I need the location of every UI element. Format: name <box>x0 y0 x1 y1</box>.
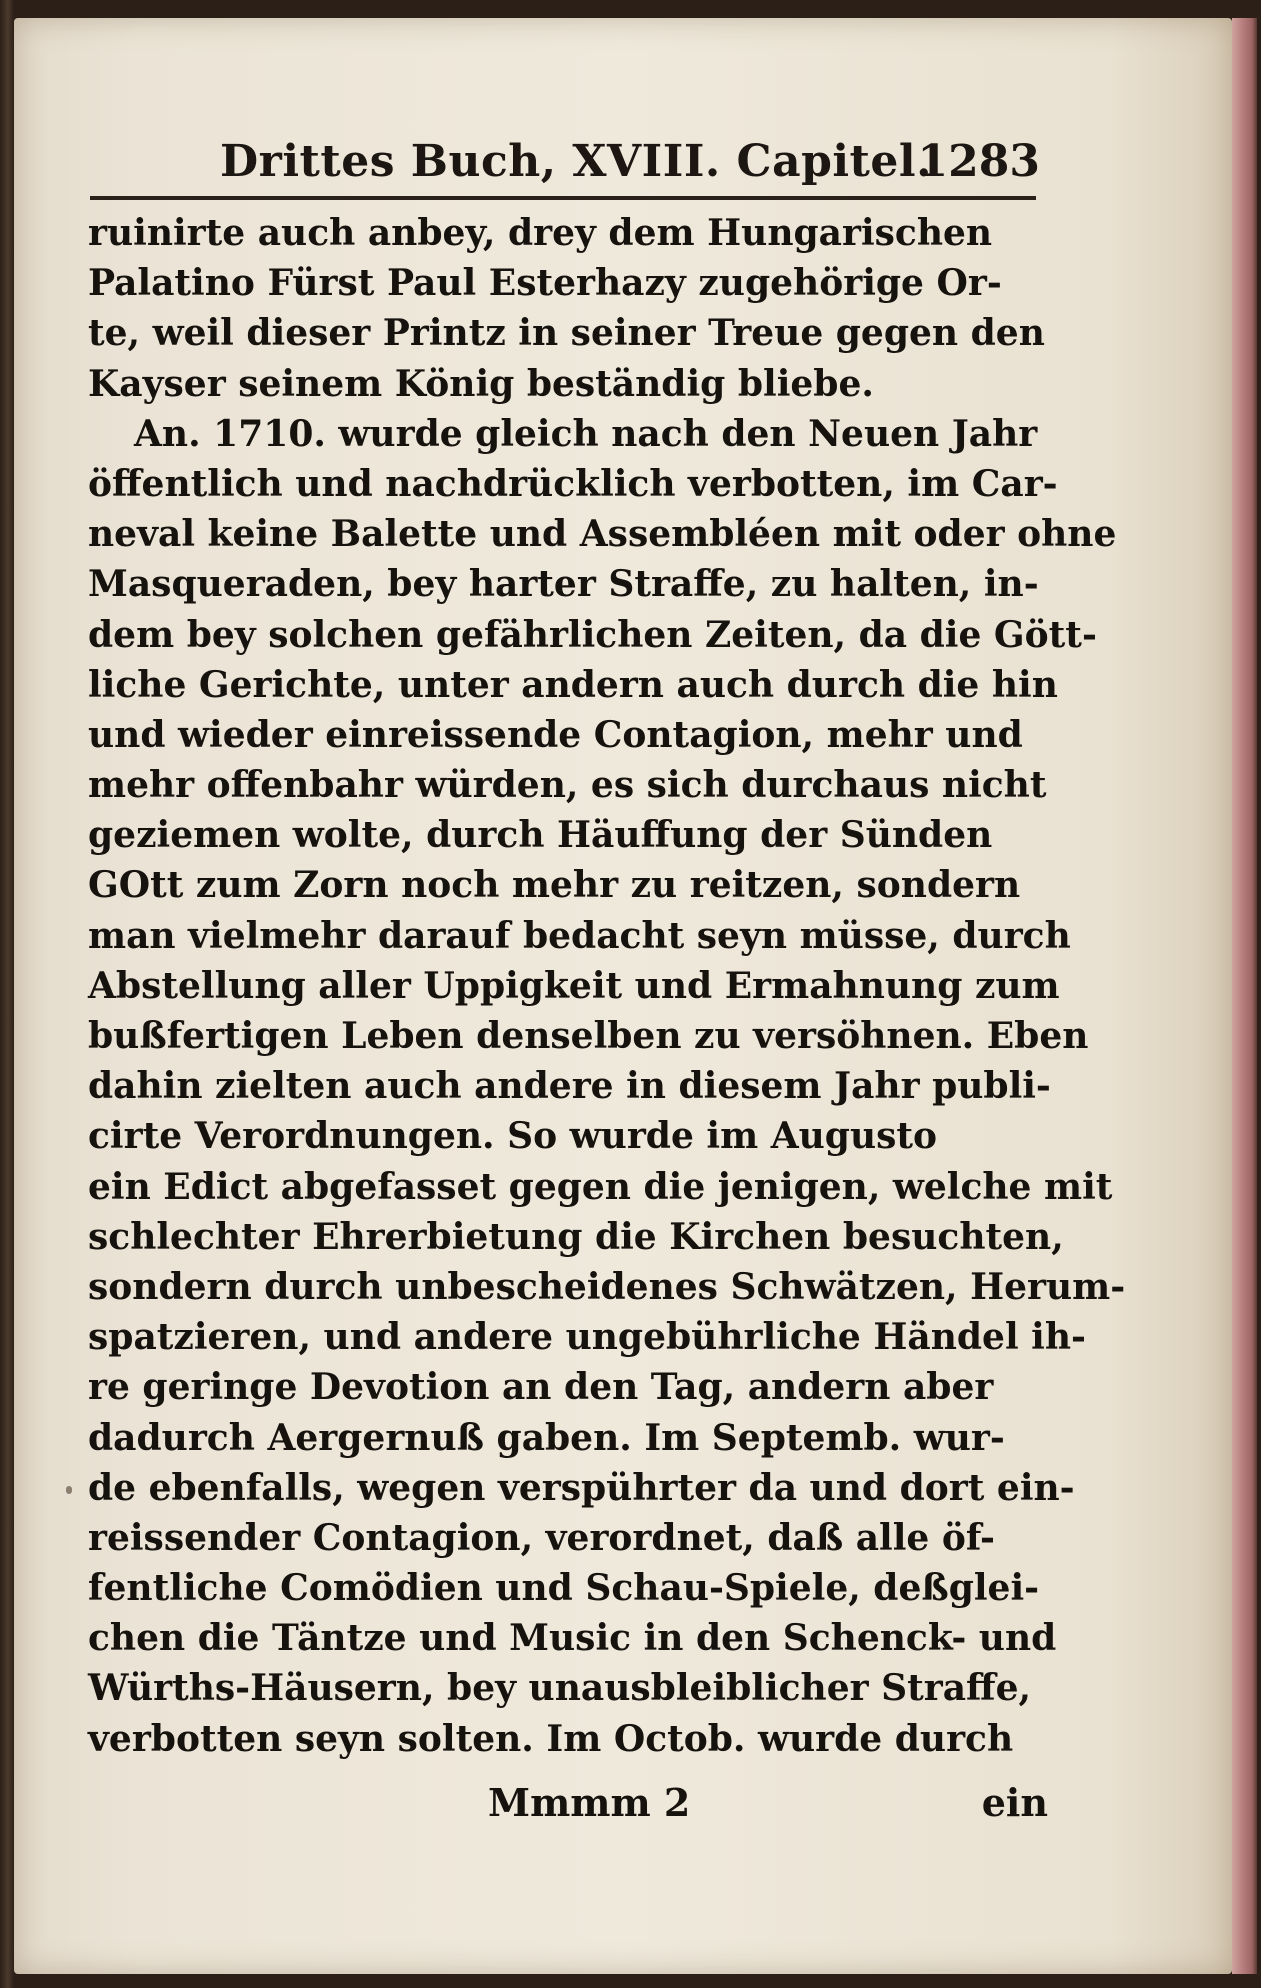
signature-mark: Mmmm 2 <box>488 1780 691 1825</box>
text-line: und wieder einreissende Contagion, mehr und <box>88 713 1023 756</box>
text-line: Kayser seinem König beständig bliebe. <box>88 362 874 405</box>
ink-speck <box>66 1486 72 1494</box>
page-footer <box>88 1780 1048 1840</box>
text-line: de ebenfalls, wegen verspührter da und dort ein- <box>88 1466 1075 1509</box>
text-line: Masqueraden, bey harter Straffe, zu halten, in- <box>88 563 1039 606</box>
text-line: dahin zielten auch andere in diesem Jahr publi- <box>88 1065 1051 1108</box>
text-line: reissender Contagion, verordnet, daß alle öf- <box>88 1516 995 1559</box>
text-line: mehr offenbahr würden, es sich durchaus nicht <box>88 764 1047 807</box>
text-line: ein Edict abgefasset gegen die jenigen, welche mit <box>88 1165 1113 1208</box>
text-line: ruinirte auch anbey, drey dem Hungarischen <box>88 212 993 254</box>
text-line: verbotten seyn solten. Im Octob. wurde durch <box>88 1717 1014 1760</box>
text-line: öffentlich und nachdrücklich verbotten, im Car- <box>88 462 1058 505</box>
running-title: Drittes Buch, XVIII. Capitel. <box>220 136 932 187</box>
text-line: GOtt zum Zorn noch mehr zu reitzen, sondern <box>88 864 1021 907</box>
text-line: Abstellung aller Uppigkeit und Ermahnung zum <box>88 964 1060 1007</box>
text-line: liche Gerichte, unter andern auch durch die hin <box>88 663 1058 706</box>
text-line: geziemen wolte, durch Häuffung der Sünden <box>88 814 993 857</box>
text-line: cirte Verordnungen. So wurde im Augusto <box>88 1115 938 1158</box>
text-line: dem bey solchen gefährlichen Zeiten, da die Gött- <box>88 613 1097 656</box>
text-line: chen die Täntze und Music in den Schenck- und <box>88 1617 1057 1660</box>
catchword: ein <box>981 1780 1048 1825</box>
text-line: dadurch Aergernuß gaben. Im Septemb. wur- <box>88 1416 1005 1459</box>
body-text <box>88 208 1126 1764</box>
text-line: bußfertigen Leben denselben zu versöhnen. Eben <box>88 1015 1089 1057</box>
text-line: fentliche Comödien und Schau-Spiele, deßglei- <box>88 1567 1040 1610</box>
page-number: 1283 <box>917 136 1040 187</box>
page-edge <box>1232 18 1257 1974</box>
text-line: sondern durch unbescheidenes Schwätzen, Herum- <box>88 1265 1126 1308</box>
text-line: spatzieren, und andere ungebührliche Händel ih- <box>88 1316 1086 1359</box>
text-line: re geringe Devotion an den Tag, andern aber <box>88 1366 994 1409</box>
text-line: neval keine Balette und Assembléen mit oder ohne <box>88 513 1117 556</box>
text-line: man vielmehr darauf bedacht seyn müsse, durch <box>88 914 1071 957</box>
text-line: Palatino Fürst Paul Esterhazy zugehörige Or- <box>88 262 1002 305</box>
header-rule <box>90 196 1036 200</box>
page-header <box>90 136 1040 196</box>
text-line: Würths-Häusern, bey unausbleiblicher Straffe, <box>88 1667 1032 1710</box>
text-line: An. 1710. wurde gleich nach den Neuen Jahr <box>134 412 1038 455</box>
text-line: schlechter Ehrerbietung die Kirchen besuchten, <box>88 1215 1064 1258</box>
text-line: te, weil dieser Printz in seiner Treue gegen den <box>88 312 1045 355</box>
